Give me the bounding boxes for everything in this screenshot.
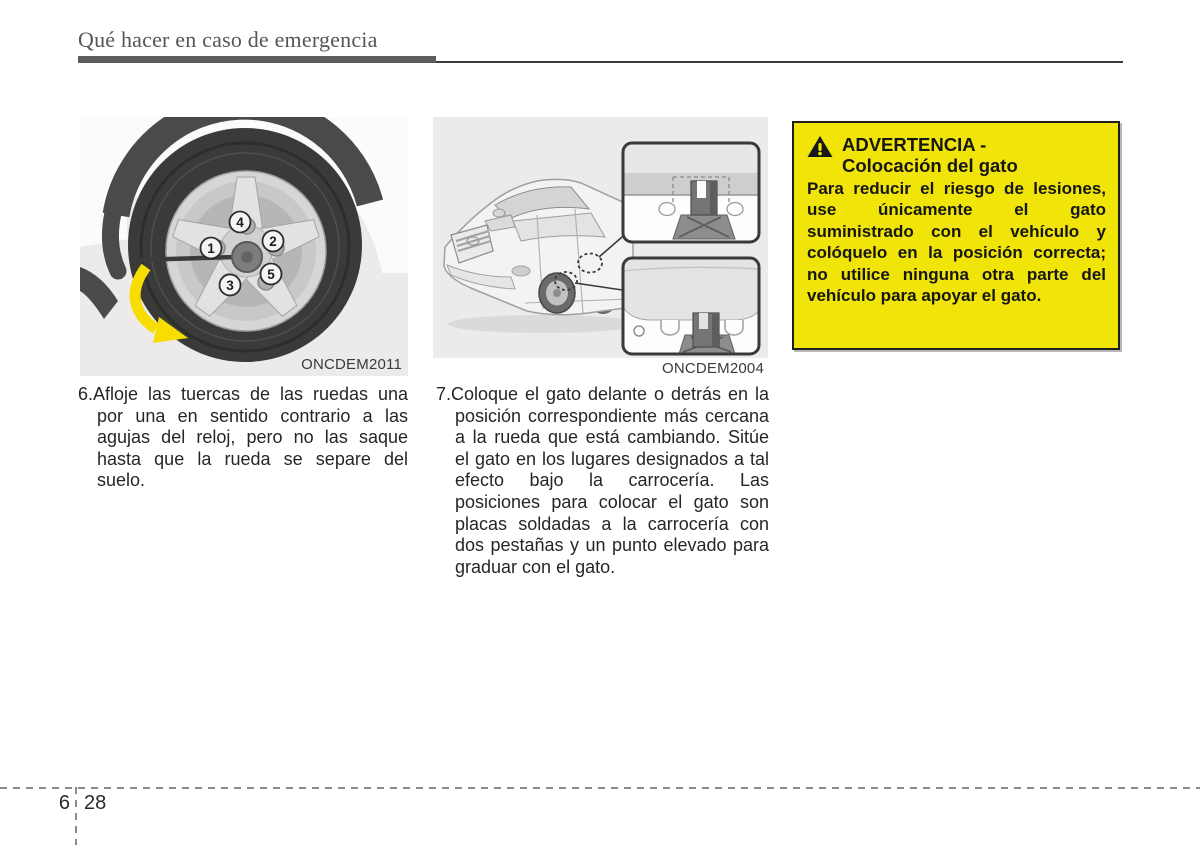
lug-wrench [136,257,236,260]
lug-number-label-2 [263,231,284,252]
warning-box [792,121,1120,350]
chapter-number: 6 [58,792,70,814]
step-text: Coloque el gato delante o detrás en la posición correspondiente más cercana a la rueda que está cambiando. Sitúe el gato en los lugares designados a tal efecto bajo la carrocería. Las posiciones para colocar el gato son placas soldadas a la carrocería con dos pestañas y un punto elevado para graduar con el gato. [451,384,769,577]
jack-inset-bottom [623,258,759,354]
svg-text:5: 5 [267,267,275,282]
figure-caption: ONCDEM2011 [301,356,402,373]
svg-text:4: 4 [236,215,244,230]
side-mirror [493,209,505,217]
step-number: 7. [436,384,452,404]
figure-jack-points [433,117,768,358]
lug-number-label-3 [220,275,241,296]
lug-number-label-1 [201,238,222,259]
lug-number-label-4 [230,212,251,233]
warning-subtitle: Colocación del gato [842,155,1018,176]
svg-text:3: 3 [226,278,234,293]
step-text: Afloje las tuercas de las ruedas una por una en sentido contrario a las agujas del reloj, pero no las saque hasta que la rueda se separe del suelo. [93,384,408,491]
page-title: Qué hacer en caso de emergencia [78,27,378,52]
warning-title: ADVERTENCIA - [842,134,987,155]
trim-line-horizontal [0,787,1200,789]
warning-body: Para reducir el riesgo de lesiones, use únicamente el gato suministrado con el vehículo y colóquelo en la posición correcta; no utilice ninguna otra parte del vehículo para apoyar el gato. [807,179,1106,306]
page-number: 28 [84,792,107,814]
trim-line-vertical [75,787,77,845]
svg-text:2: 2 [269,234,277,249]
figure-wheel-lug-nuts [80,117,408,376]
svg-text:1: 1 [207,241,215,256]
title-underline-thin [436,61,1123,63]
figure-caption: ONCDEM2004 [661,360,764,377]
step-7 [436,384,769,578]
step-number: 6. [78,384,94,404]
lug-number-label-5 [261,264,282,285]
jack-inset-top [623,143,759,242]
wheel-illustration [80,117,408,376]
warning-triangle-icon [807,135,833,163]
step-6 [78,384,408,492]
car-jack-illustration [433,117,768,358]
title-underline-thick [78,56,436,63]
